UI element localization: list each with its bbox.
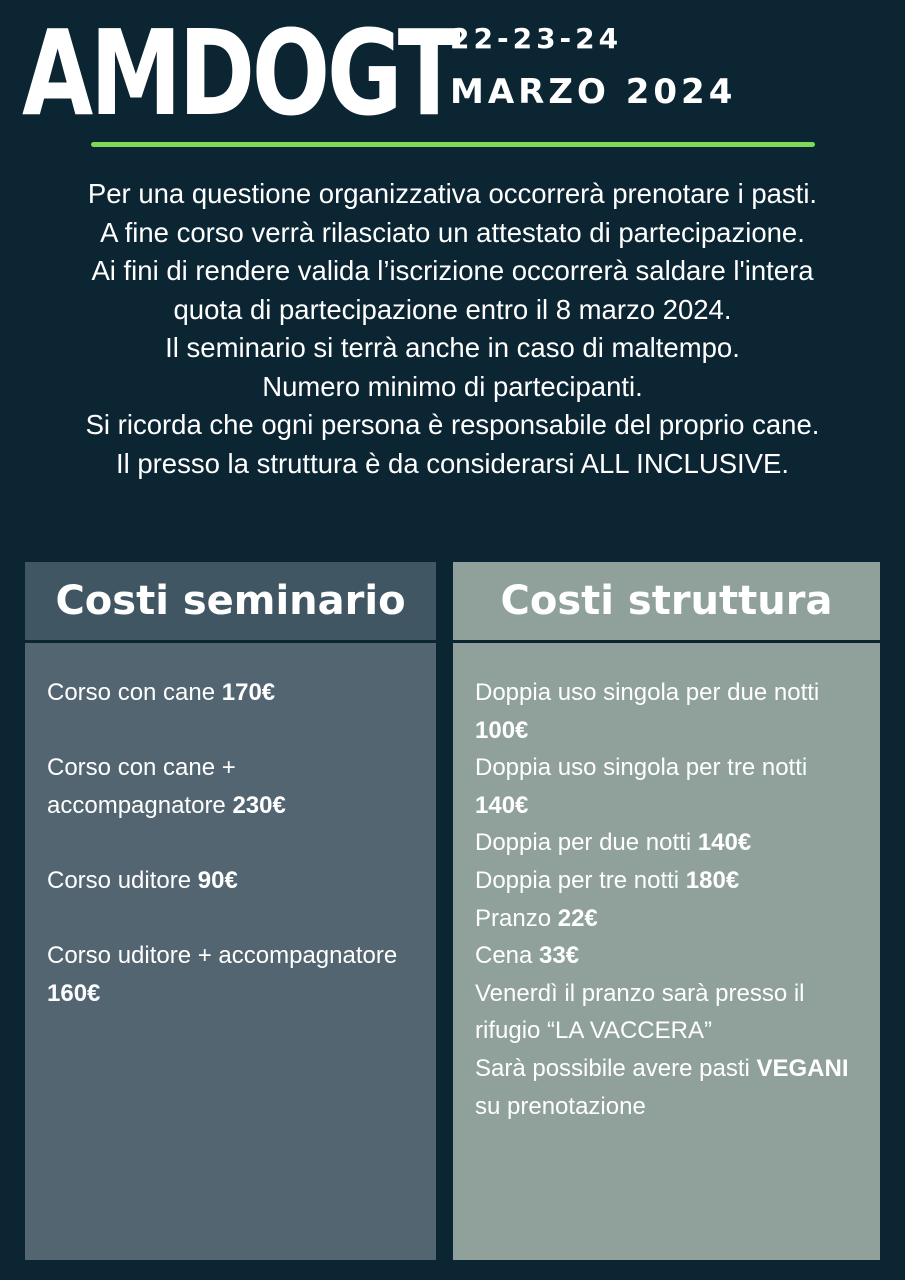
item-price: 90€ [197,866,238,894]
list-item [475,975,858,1050]
item-label: Pranzo [475,904,558,932]
intro-line: quota di partecipazione entro il 8 marzo 2024. [173,293,732,325]
item-label: Doppia per due notti [475,829,698,857]
item-label: Doppia uso singola per tre notti [475,754,808,782]
seminario-title: Costi seminario [25,562,436,643]
list-item [47,937,414,1012]
divider-line [91,142,815,147]
item-label: Corso con cane + accompagnatore [47,754,236,819]
struttura-title: Costi struttura [453,562,880,643]
vegan-post: su prenotazione [475,1092,646,1120]
intro-line: Ai fini di rendere valida l’iscrizione occorrerà saldare l'intera [91,255,814,286]
vegan-note [475,1050,858,1125]
item-label: Cena [475,942,540,970]
intro-line: Il seminario si terrà anche in caso di maltempo. [165,332,740,363]
brand-logo: AMDOGT [22,4,458,142]
vegan-pre: Sarà possibile avere pasti [475,1054,757,1082]
item-price: 170€ [221,679,276,706]
list-item [475,900,858,938]
intro-line: Per una questione organizzativa occorrerà prenotare i pasti. [87,178,818,209]
intro-line: Numero minimo di partecipanti. [262,370,643,402]
vegan-bold: VEGANI [756,1054,849,1082]
item-price: 230€ [232,791,286,819]
item-price: 160€ [47,979,101,1007]
event-days: 22-23-24 [450,22,623,55]
list-item [47,862,414,900]
struttura-list [453,562,880,1125]
intro-line: A fine corso verrà rilasciato un attestato di partecipazione. [100,216,805,248]
seminario-list [25,562,436,1050]
list-item [475,749,858,824]
item-label: Doppia per tre notti [475,866,686,894]
list-item [475,674,858,749]
item-label: Corso uditore + accompagnatore [47,942,398,970]
list-item [475,824,858,862]
item-label: Doppia uso singola per due notti [475,679,820,706]
list-item [47,749,414,824]
item-label: Corso uditore [47,866,198,894]
list-item [47,674,414,712]
item-label: Venerdì il pranzo sarà presso il rifugio “LA VACCERA” [475,979,805,1045]
event-dates [450,22,736,114]
item-price: 33€ [539,942,580,970]
list-item [475,862,858,900]
item-price: 180€ [685,866,740,894]
seminario-costs-panel [25,562,436,1260]
item-price: 22€ [557,904,598,932]
intro-line: Si ricorda che ogni persona è responsabile del proprio cane. [85,409,820,440]
item-price: 140€ [475,791,529,819]
event-month: MARZO 2024 [450,72,737,112]
struttura-costs-panel [453,562,880,1260]
list-item [475,937,858,975]
item-label: Corso con cane [47,679,222,706]
item-price: 100€ [475,716,529,744]
item-price: 140€ [697,829,752,857]
intro-line: Il presso la struttura è da considerarsi ALL INCLUSIVE. [115,447,790,479]
intro-text [0,175,905,483]
